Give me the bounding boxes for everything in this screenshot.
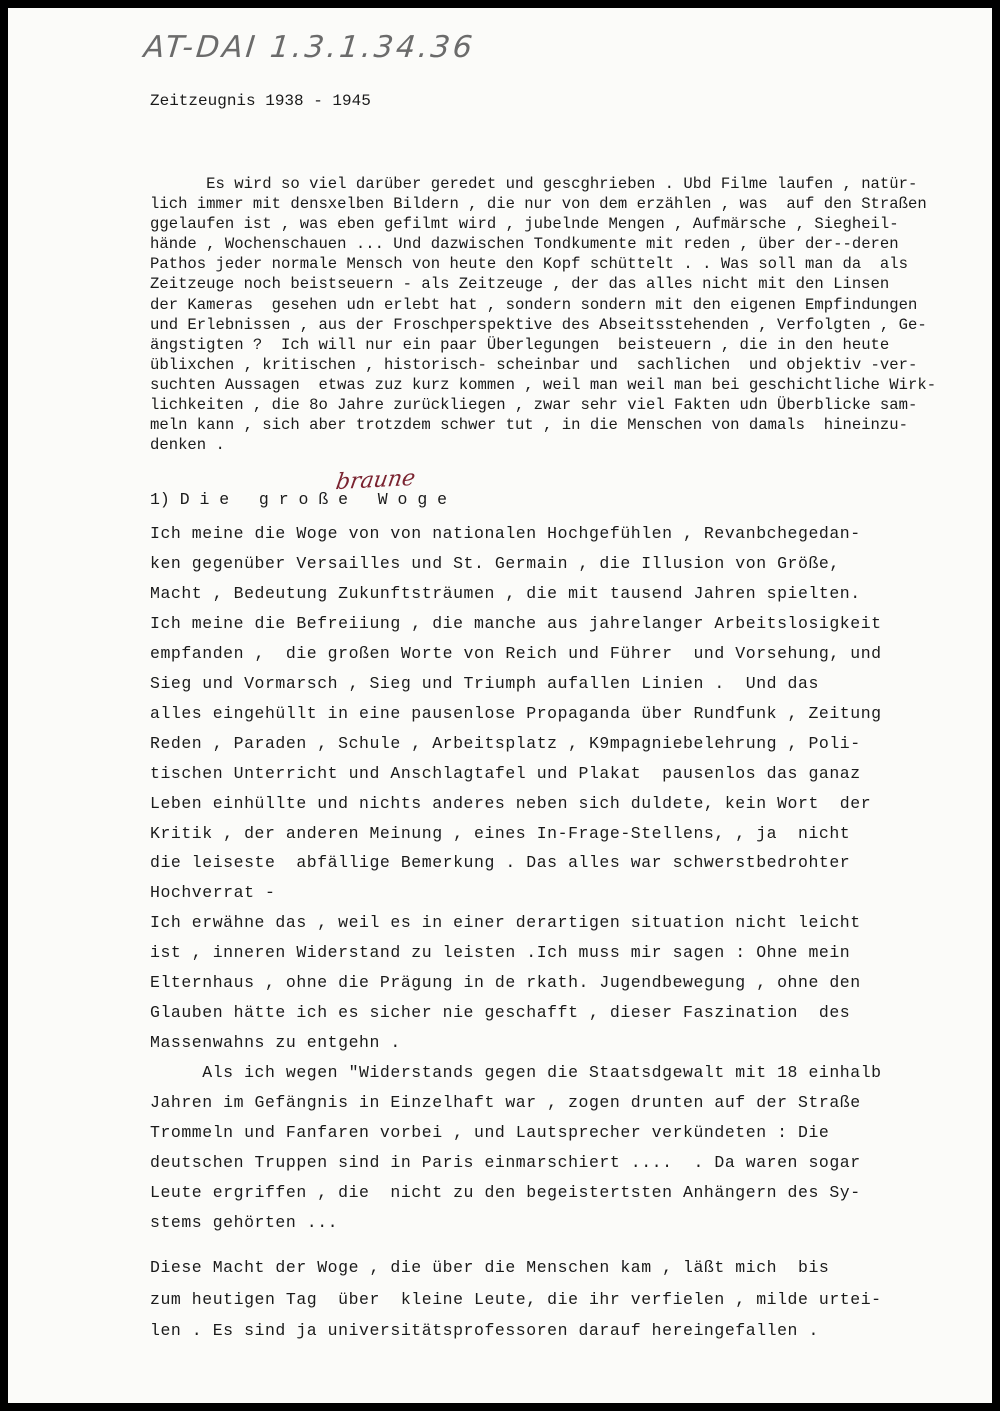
text-line: empfanden , die großen Worte von Reich und Führer und Vorsehung, und (150, 643, 882, 663)
text-line: deutschen Truppen sind in Paris einmarschiert .... . Da waren sogar (150, 1153, 861, 1173)
text-line: ängstigten ? Ich will nur ein paar Überlegungen beisteuern , die in den heute (150, 335, 890, 354)
text-line: Zeitzeuge noch beistseuern - als Zeitzeuge , der das alles nicht mit den Linsen (150, 275, 890, 294)
intro-paragraph (150, 174, 936, 455)
text-line: Leben einhüllte und nichts anderes neben sich duldete, kein Wort der (150, 793, 872, 813)
text-line: ist , inneren Widerstand zu leisten .Ich muss mir sagen : Ohne mein (150, 943, 851, 963)
text-line: üblixchen , kritischen , historisch- scheinbar und sachlichen und objektiv -ver- (150, 355, 918, 374)
handwritten-annotation: braune (334, 465, 418, 496)
text-line: alles eingehüllt in eine pausenlose Propaganda über Rundfunk , Zeitung (150, 703, 882, 723)
text-line: Trommeln und Fanfaren vorbei , und Lautsprecher verkündeten : Die (150, 1123, 830, 1143)
text-line: suchten Aussagen etwas zuz kurz kommen , weil man weil man bei geschichtliche Wirk- (150, 375, 937, 394)
section-body (150, 519, 882, 1238)
text-line: Jahren im Gefängnis in Einzelhaft war , zogen drunten auf der Straße (150, 1093, 861, 1113)
text-line: Sieg und Vormarsch , Sieg und Triumph aufallen Linien . Und das (150, 673, 819, 693)
document-title: Zeitzeugnis 1938 - 1945 (150, 92, 371, 110)
text-line: die leiseste abfällige Bemerkung . Das alles war schwerstbedrohter (150, 853, 851, 873)
text-line: ggelaufen ist , was eben gefilmt wird , jubelnde Mengen , Aufmärsche , Siegheil- (150, 215, 899, 234)
text-line: Massenwahns zu entgehn . (150, 1033, 401, 1053)
section-heading: 1) D i e g r o ß e W o g e (150, 490, 448, 509)
text-line: der Kameras gesehen udn erlebt hat , sondern sondern mit den eigenen Empfindungen (150, 295, 918, 314)
text-line: lich immer mit densxelben Bildern , die nur von dem erzählen , was auf den Straßen (150, 195, 927, 214)
text-line: stems gehörten ... (150, 1212, 339, 1232)
text-line: Elternhaus , ohne die Prägung in de rkath. Jugendbewegung , ohne den (150, 973, 861, 993)
text-line: lichkeiten , die 8o Jahre zurückliegen , zwar sehr viel Fakten udn Überblicke sam- (150, 396, 918, 415)
text-line: Diese Macht der Woge , die über die Menschen kam , läßt mich bis (150, 1258, 830, 1277)
text-line: Pathos jeder normale Mensch von heute den Kopf schüttelt . . Was soll man da als (150, 255, 908, 274)
text-line: Reden , Paraden , Schule , Arbeitsplatz , K9mpagniebelehrung , Poli- (150, 733, 861, 753)
document-page (8, 8, 992, 1403)
text-line: Hochverrat - (150, 883, 276, 903)
text-line: Leute ergriffen , die nicht zu den begeistertsten Anhängern des Sy- (150, 1182, 861, 1202)
text-line: Als ich wegen "Widerstands gegen die Staatsdgewalt mit 18 einhalb (150, 1063, 882, 1083)
text-line: Es wird so viel darüber geredet und gescghrieben . Ubd Filme laufen , natür- (150, 175, 918, 193)
text-line: Ich meine die Woge von von nationalen Hochgefühlen , Revanbchegedan- (150, 524, 861, 543)
text-line: len . Es sind ja universitätsprofessoren darauf hereingefallen . (150, 1321, 819, 1340)
text-line: meln kann , sich aber trotzdem schwer tut , in die Menschen von damals hineinzu- (150, 416, 908, 435)
text-line: und Erlebnissen , aus der Froschperspektive des Abseitsstehenden , Verfolgten , Ge- (150, 315, 927, 334)
text-line: Glauben hätte ich es sicher nie geschafft , dieser Faszination des (150, 1003, 851, 1023)
archive-reference-stamp: AT-DAI 1.3.1.34.36 (142, 30, 477, 65)
text-line: ken gegenüber Versailles und St. Germain , die Illusion von Größe, (150, 553, 840, 573)
text-line: Ich erwähne das , weil es in einer derartigen situation nicht leicht (150, 913, 861, 933)
text-line: Kritik , der anderen Meinung , eines In-Frage-Stellens, , ja nicht (150, 823, 851, 843)
text-line: hände , Wochenschauen ... Und dazwischen Tondkumente mit reden , über der--deren (150, 235, 899, 254)
text-line: Macht , Bedeutung Zukunftsträumen , die mit tausend Jahren spielten. (150, 583, 861, 603)
text-line: denken . (150, 436, 225, 455)
text-line: Ich meine die Befreiiung , die manche aus jahrelanger Arbeitslosigkeit (150, 613, 882, 633)
closing-paragraph (150, 1252, 882, 1347)
text-line: zum heutigen Tag über kleine Leute, die ihr verfielen , milde urtei- (150, 1289, 882, 1309)
text-line: tischen Unterricht und Anschlagtafel und Plakat pausenlos das ganaz (150, 763, 861, 783)
